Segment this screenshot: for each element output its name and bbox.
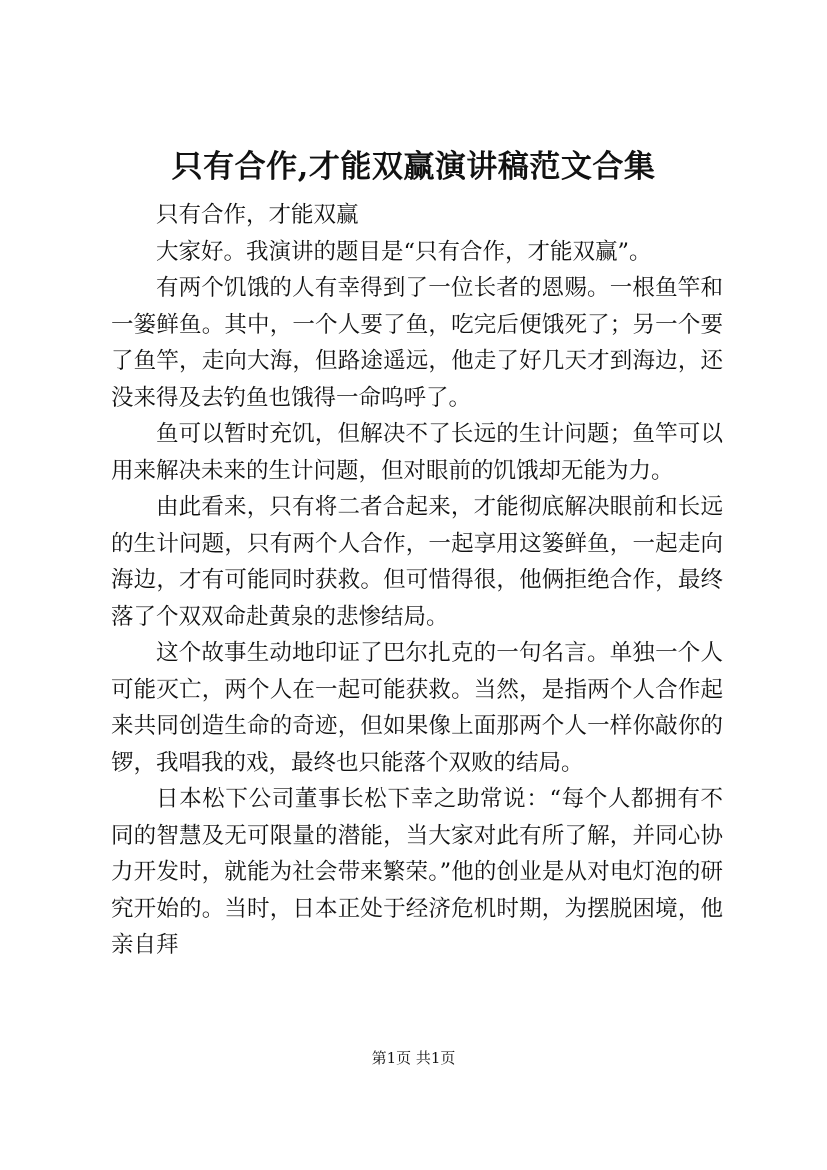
paragraph: 日本松下公司董事长松下幸之助常说：“每个人都拥有不同的智慧及无可限量的潜能，当大家对此有所了解，并同心协力开发时，就能为社会带来繁荣。”他的创业是从对电灯泡的研究开始的。当时，日本正处于经济危机时期，为摆脱困境，他亲自拜 <box>111 786 723 958</box>
paragraph-greeting: 大家好。我演讲的题目是“只有合作，才能双赢”。 <box>156 238 652 265</box>
paragraph: 由此看来，只有将二者合起来，才能彻底解决眼前和长远的生计问题，只有两个人合作，一起享用这篓鲜鱼，一起走向海边，才有可能同时获救。但可惜得很，他俩拒绝合作，最终落了个双双命赴黄泉的悲惨结局。 <box>111 494 723 630</box>
page-footer: 第1页 共1页 <box>371 1049 456 1067</box>
paragraph: 有两个饥饿的人有幸得到了一位长者的恩赐。一根鱼竿和一篓鲜鱼。其中，一个人要了鱼，吃完后便饿死了；另一个要了鱼竿，走向大海，但路途遥远，他走了好几天才到海边，还没来得及去钓鱼也饿得一命呜呼了。 <box>111 275 723 411</box>
paragraph: 这个故事生动地印证了巴尔扎克的一句名言。单独一个人可能灭亡，两个人在一起可能获救。当然，是指两个人合作起来共同创造生命的奇迹，但如果像上面那两个人一样你敲你的锣，我唱我的戏，最终也只能落个双败的结局。 <box>111 640 723 776</box>
document-body <box>111 197 723 964</box>
paragraph-subtitle: 只有合作，才能双赢 <box>156 202 359 228</box>
paragraph: 鱼可以暂时充饥，但解决不了长远的生计问题；鱼竿可以用来解决未来的生计问题，但对眼前的饥饿却无能为力。 <box>111 421 723 484</box>
document-title: 只有合作,才能双赢演讲稿范文合集 <box>171 149 656 185</box>
